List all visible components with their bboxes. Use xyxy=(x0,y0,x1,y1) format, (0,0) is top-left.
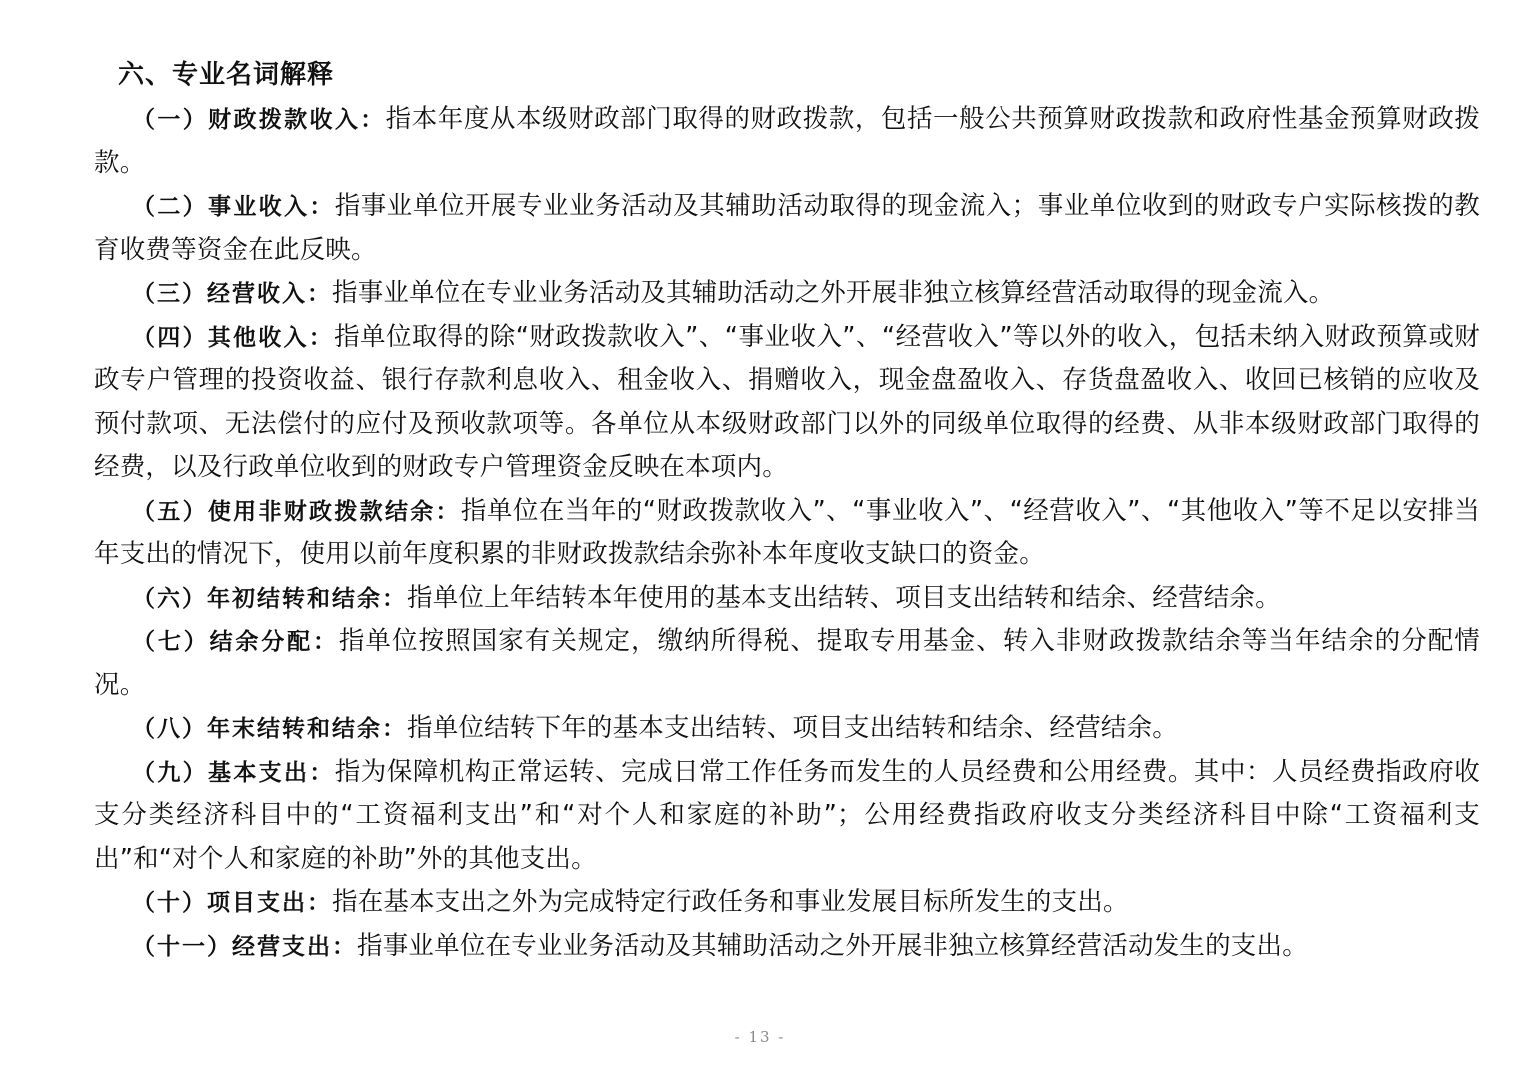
definition-item xyxy=(94,707,1480,751)
definition-term: （十一）经营支出： xyxy=(132,932,357,960)
definition-item xyxy=(94,185,1480,272)
definition-term: （十）项目支出： xyxy=(132,889,332,916)
section-title: 六、专业名词解释 xyxy=(118,60,335,90)
definition-text: 指在基本支出之外为完成特定行政任务和事业发展目标所发生的支出。 xyxy=(332,887,1129,917)
definition-text: 指事业单位在专业业务活动及其辅助活动之外开展非独立核算经营活动发生的支出。 xyxy=(357,930,1308,961)
definition-item xyxy=(94,272,1480,316)
definition-text: 指单位上年结转本年使用的基本支出结转、项目支出结转和结余、经营结余。 xyxy=(407,582,1281,613)
definition-term: （二）事业收入： xyxy=(132,193,335,220)
definition-item xyxy=(94,620,1480,707)
definition-text: 指为保障机构正常运转、完成日常工作任务而发生的人员经费和公用经费。其中：人员经费指政府收支分类经济科目中的“工资福利支出”和“对个人和家庭的补助”；公用经费指政府收支分类经济科目中除“工资福利支出”和“对个人和家庭的补助”外的其他支出。 xyxy=(94,756,1480,874)
definition-item xyxy=(94,925,1480,969)
definition-text: 指单位按照国家有关规定，缴纳所得税、提取专用基金、转入非财政拨款结余等当年结余的分配情况。 xyxy=(94,626,1481,700)
definition-term: （三）经营收入： xyxy=(132,280,332,307)
definition-term: （四）其他收入： xyxy=(132,323,335,351)
definition-item xyxy=(94,751,1480,882)
definition-item xyxy=(94,881,1480,925)
definition-item xyxy=(94,98,1480,185)
definition-item xyxy=(94,490,1480,577)
definition-term: （九）基本支出： xyxy=(132,758,335,786)
definition-term: （八）年末结转和结余： xyxy=(132,715,407,742)
definition-item xyxy=(94,316,1480,490)
definition-item xyxy=(94,577,1480,621)
definition-term: （六）年初结转和结余： xyxy=(132,584,407,612)
definition-term: （一）财政拨款收入： xyxy=(132,106,386,133)
page-number: - 13 - xyxy=(734,1028,786,1046)
definition-text: 指单位在当年的“财政拨款收入”、“事业收入”、“经营收入”、“其他收入”等不足以安排当年支出的情况下，使用以前年度积累的非财政拨款结余弥补本年度收支缺口的资金。 xyxy=(94,495,1481,569)
definition-text: 指本年度从本级财政部门取得的财政拨款，包括一般公共预算财政拨款和政府性基金预算财政拨款。 xyxy=(94,104,1481,178)
definition-text: 指单位结转下年的基本支出结转、项目支出结转和结余、经营结余。 xyxy=(407,713,1179,743)
definition-text: 指单位取得的除“财政拨款收入”、“事业收入”、“经营收入”等以外的收入，包括未纳入财政预算或财政专户管理的投资收益、银行存款利息收入、租金收入、捐赠收入，现金盘盈收入、存货盘盈收入、收回已核销的应收及预付款项、无法偿付的应付及预收款项等。各单位从本级财政部门以外的同级单位取得的经费、从非本级财政部门取得的经费，以及行政单位收到的财政专户管理资金反映在本项内。 xyxy=(94,321,1481,482)
definitions-list xyxy=(94,98,1480,968)
definition-text: 指事业单位在专业业务活动及其辅助活动之外开展非独立核算经营活动取得的现金流入。 xyxy=(332,278,1335,308)
definition-text: 指事业单位开展专业业务活动及其辅助活动取得的现金流入；事业单位收到的财政专户实际核拨的教育收费等资金在此反映。 xyxy=(94,191,1480,265)
definition-term: （五）使用非财政拨款结余： xyxy=(132,497,461,525)
definition-term: （七）结余分配： xyxy=(132,628,339,655)
